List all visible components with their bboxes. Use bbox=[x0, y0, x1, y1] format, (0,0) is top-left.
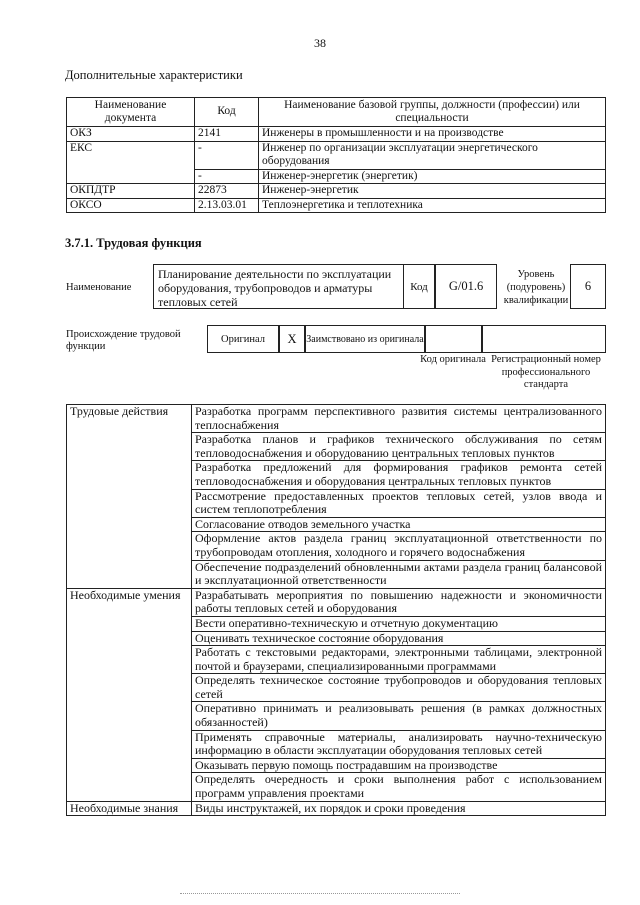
list-item: Разработка программ перспективного развития системы централизованного теплоснабжения bbox=[192, 405, 606, 433]
group-cell: Инженер по организации эксплуатации энергетического оборудования bbox=[259, 141, 606, 169]
header-code: Код bbox=[195, 98, 259, 127]
doc-cell bbox=[67, 169, 195, 184]
footer-divider bbox=[180, 893, 460, 895]
function-name: Планирование деятельности по эксплуатации оборудования, трубопроводов и арматуры тепловых сетей bbox=[153, 264, 404, 309]
group-title: Необходимые умения bbox=[67, 588, 192, 801]
group-title: Трудовые действия bbox=[67, 405, 192, 589]
group-cell: Инженеры в промышленности и на производстве bbox=[259, 127, 606, 142]
list-item: Применять справочные материалы, анализировать научно-техническую информацию в области эксплуатации оборудования тепловых сетей bbox=[192, 730, 606, 758]
table-row bbox=[67, 184, 606, 199]
origin-label: Происхождение трудовой функции bbox=[66, 329, 181, 352]
code-cell: 22873 bbox=[195, 184, 259, 199]
doc-cell: ЕКС bbox=[67, 141, 195, 169]
list-item: Оформление актов раздела границ эксплуатационной ответственности по трубопроводам отопления, холодного и горячего водоснабжения bbox=[192, 532, 606, 560]
list-item: Работать с текстовыми редакторами, электронными таблицами, электронной почтой и браузерами, специализированными программами bbox=[192, 646, 606, 674]
table-row bbox=[67, 588, 606, 616]
list-item: Разработка предложений для формирования графиков ремонта сетей тепловодоснабжения и оборудования центральных тепловых пунктов bbox=[192, 461, 606, 489]
header-group: Наименование базовой группы, должности (профессии) или специальности bbox=[259, 98, 606, 127]
table-row bbox=[67, 405, 606, 433]
origin-reg-cell bbox=[482, 325, 606, 353]
code-cell: - bbox=[195, 169, 259, 184]
list-item: Обеспечение подразделений обновленными актами раздела границ балансовой и эксплуатационной ответственности bbox=[192, 560, 606, 588]
page-number: 38 bbox=[314, 36, 326, 50]
list-item: Оперативно принимать и реализовывать решения (в рамках должностных обязанностей) bbox=[192, 702, 606, 730]
table-row bbox=[67, 198, 606, 213]
origin-borrowed: Заимствовано из оригинала bbox=[305, 325, 425, 353]
function-table bbox=[66, 404, 606, 816]
origin-mark: X bbox=[279, 325, 305, 353]
origin-original: Оригинал bbox=[207, 325, 279, 353]
function-heading: 3.7.1. Трудовая функция bbox=[65, 236, 202, 250]
code-value: G/01.6 bbox=[435, 264, 497, 309]
table-header-row bbox=[67, 98, 606, 127]
header-document: Наименование документа bbox=[67, 98, 195, 127]
list-item: Оценивать техническое состояние оборудования bbox=[192, 631, 606, 646]
list-item: Оказывать первую помощь пострадавшим на производстве bbox=[192, 758, 606, 773]
origin-code-cell bbox=[425, 325, 482, 353]
classification-table bbox=[66, 97, 606, 213]
list-item: Определять техническое состояние трубопроводов и оборудования тепловых сетей bbox=[192, 674, 606, 702]
code-cell: - bbox=[195, 141, 259, 169]
name-label: Наименование bbox=[66, 282, 132, 293]
table-row bbox=[67, 127, 606, 142]
section-title: Дополнительные характеристики bbox=[65, 68, 243, 82]
doc-cell: ОКСО bbox=[67, 198, 195, 213]
list-item: Разрабатывать мероприятия по повышению надежности и экономичности работы тепловых сетей и оборудования bbox=[192, 588, 606, 616]
level-label: Уровень (подуровень) квалификации bbox=[503, 269, 569, 306]
list-item: Определять очередность и сроки выполнения работ с использованием программ управления проектами bbox=[192, 773, 606, 801]
table-row bbox=[67, 141, 606, 169]
list-item: Согласование отводов земельного участка bbox=[192, 517, 606, 532]
group-cell: Инженер-энергетик (энергетик) bbox=[259, 169, 606, 184]
code-caption: Код оригинала bbox=[420, 354, 486, 365]
doc-cell: ОКЗ bbox=[67, 127, 195, 142]
group-title: Необходимые знания bbox=[67, 801, 192, 816]
doc-cell: ОКПДТР bbox=[67, 184, 195, 199]
code-cell: 2.13.03.01 bbox=[195, 198, 259, 213]
list-item: Разработка планов и графиков технического обслуживания по сетям тепловодоснабжения и оборудованию центральных тепловых пунктов bbox=[192, 433, 606, 461]
code-label: Код bbox=[403, 264, 435, 309]
code-cell: 2141 bbox=[195, 127, 259, 142]
list-item: Рассмотрение предоставленных проектов тепловых сетей, узлов ввода и систем теплопотребления bbox=[192, 489, 606, 517]
list-item: Вести оперативно-техническую и отчетную документацию bbox=[192, 616, 606, 631]
level-value: 6 bbox=[570, 264, 606, 309]
reg-caption: Регистрационный номер профессионального стандарта bbox=[491, 354, 601, 390]
group-cell: Инженер-энергетик bbox=[259, 184, 606, 199]
list-item: Виды инструктажей, их порядок и сроки проведения bbox=[192, 801, 606, 816]
group-cell: Теплоэнергетика и теплотехника bbox=[259, 198, 606, 213]
table-row bbox=[67, 169, 606, 184]
table-row bbox=[67, 801, 606, 816]
